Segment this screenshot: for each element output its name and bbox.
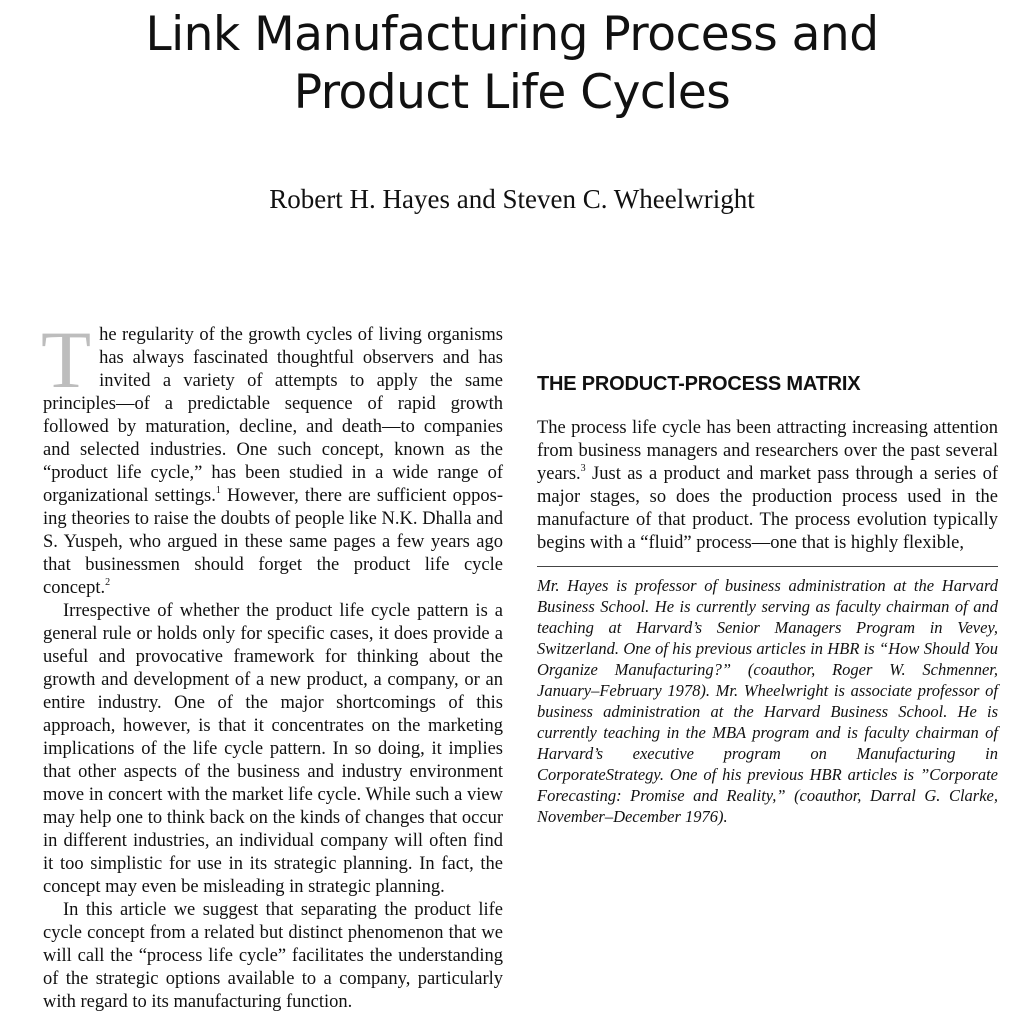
title-line-2: Product Life Cycles <box>293 65 731 120</box>
paragraph-1-continued: However, there are sufficient opposing theories to raise the doubts of people like N.K. Dhalla and S. Yuspeh, who argued in these same pages a few years ago that businessmen should forget the product life cycle concept. <box>43 486 503 598</box>
paragraph-4 <box>537 417 998 555</box>
paragraph-4-text: The process life cycle has been attracting increasing attention from business managers and researchers over the past several years. <box>537 418 998 484</box>
divider <box>537 566 998 567</box>
paragraph-4-continued: Just as a product and market pass through a series of major stages, so does the production process used in the manufacture of that product. The process evolution typically begins with a “fluid” process—one that is highly flexible, <box>537 464 998 553</box>
drop-cap: T <box>41 314 92 405</box>
footnote-ref-2: 2 <box>105 577 111 588</box>
footnote-ref-1: 1 <box>215 485 221 496</box>
title-line-1: Link Manufacturing Process and <box>145 7 879 62</box>
paragraph-3: In this article we suggest that separating the product life cycle concept from a related but distinct phenomenon that we will call the “process life cycle” facilitates the understanding of the strategic options available to a company, particularly with regard to its manufacturing function. <box>43 900 503 1012</box>
paragraph-2: Irrespective of whether the product life cycle pattern is a general rule or holds only for specific cases, it does provide a useful and provocative framework for thinking about the growth and development of a new product, a company, or an entire industry. One of the major shortcomings of this approach, however, is that it concentrates on the marketing implications of the life cycle pattern. In so doing, it implies that other aspects of the business and industry environment move in concert with the market life cycle. While such a view may help one to think back on the kinds of changes that occur in different industries, an individual company will often find it too simplistic for use in its strategic planning. In fact, the concept may even be misleading in strategic planning. <box>43 601 503 897</box>
paragraph-1 <box>41 314 503 600</box>
section-heading: THE PRODUCT-PROCESS MATRIX <box>537 373 861 395</box>
left-column <box>41 314 503 1014</box>
footnote-ref-3: 3 <box>580 463 586 474</box>
right-column <box>537 324 998 827</box>
paragraph-1-text: he regularity of the growth cycles of living organisms has always fascinated thoughtful observers and has invited a variety of attempts to apply the same principles—of a predictable sequence of rapid growth followed by maturation, decline, and death—to companies and selected industries. One such concept, known as the “product life cycle,” has been studied in a wide range of organizational settings. <box>43 325 503 506</box>
author-note: Mr. Hayes is professor of business administration at the Harvard Business School. He is currently serving as faculty chairman of and teaching at Harvard’s Senior Managers Program in Vevey, Switzerland. One of his previous articles in HBR is “How Should You Organize Manufacturing?” (coauthor, Roger W. Schmenner, January–February 1978). Mr. Wheelwright is associate professor of business administration at the Harvard Business School. He is currently teaching in the MBA program and is faculty chairman of Harvard’s executive program on Manufacturing in CorporateStrategy. One of his previous HBR articles is ”Corporate Forecasting: Promise and Reality,” (coauthor, Darral G. Clarke, November–December 1976). <box>537 576 998 826</box>
article-authors: Robert H. Hayes and Steven C. Wheelwright <box>269 184 755 214</box>
article-title <box>0 6 1024 122</box>
